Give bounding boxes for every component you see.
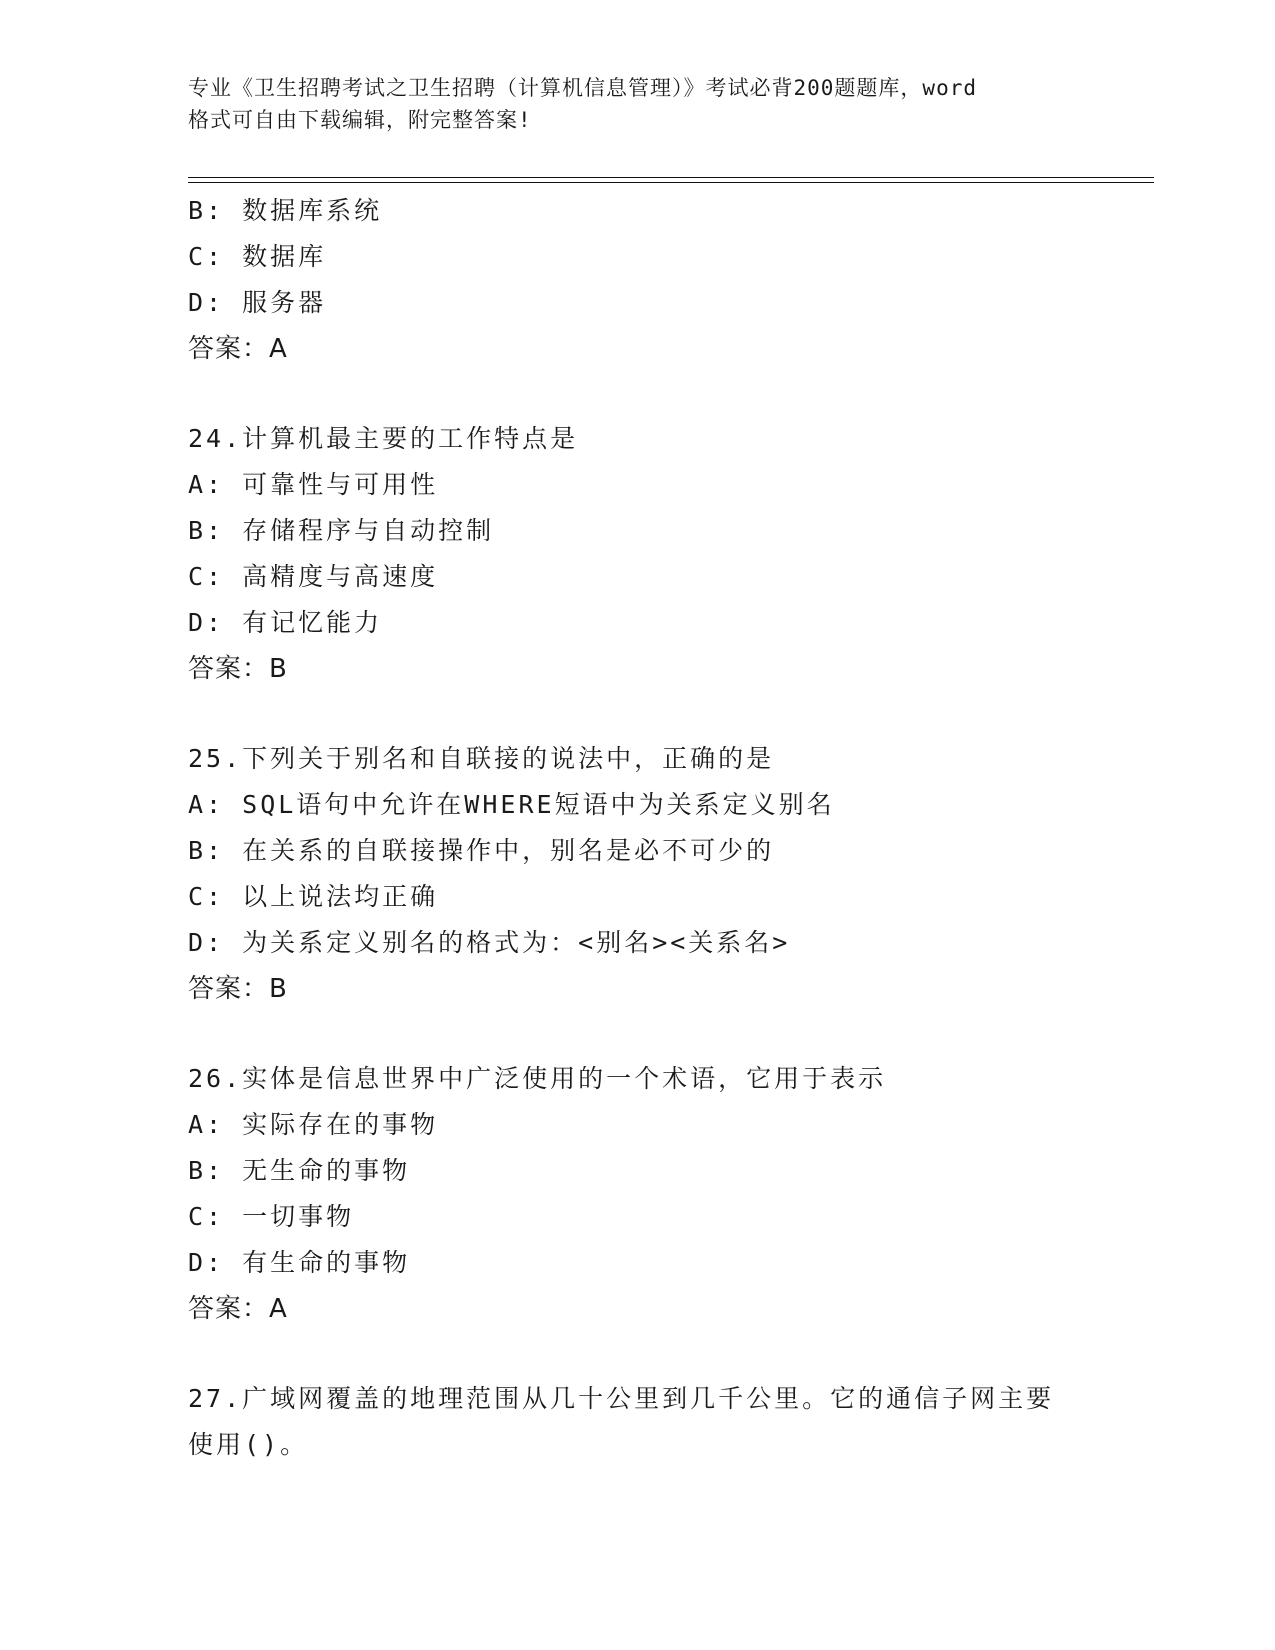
document-body bbox=[188, 188, 1148, 1468]
option-a: A: 实际存在的事物 bbox=[188, 1110, 439, 1139]
option-b: B: 存储程序与自动控制 bbox=[188, 516, 495, 545]
header-line-1: 专业《卫生招聘考试之卫生招聘（计算机信息管理）》考试必背200题题库，word bbox=[188, 76, 977, 100]
option-c: C: 一切事物 bbox=[188, 1202, 355, 1231]
option-b: B: 无生命的事物 bbox=[188, 1156, 411, 1185]
header-divider-top bbox=[188, 177, 1154, 178]
question-23-partial bbox=[188, 188, 1148, 372]
option-a: A: SQL语句中允许在WHERE短语中为关系定义别名 bbox=[188, 790, 835, 819]
answer-line: 答案：A bbox=[188, 1294, 288, 1324]
option-d: D: 服务器 bbox=[188, 288, 327, 317]
question-24 bbox=[188, 416, 1148, 692]
header-divider-bottom bbox=[188, 182, 1154, 183]
answer-line: 答案：B bbox=[188, 654, 288, 684]
option-c: C: 高精度与高速度 bbox=[188, 562, 439, 591]
option-c: C: 数据库 bbox=[188, 242, 327, 271]
header-line-2: 格式可自由下载编辑，附完整答案! bbox=[188, 108, 532, 132]
question-stem-line-1: 27.广域网覆盖的地理范围从几十公里到几千公里。它的通信子网主要 bbox=[188, 1384, 1055, 1413]
question-25 bbox=[188, 736, 1148, 1012]
question-27 bbox=[188, 1376, 1148, 1468]
option-d: D: 为关系定义别名的格式为：<别名><关系名> bbox=[188, 928, 791, 957]
question-stem: 26.实体是信息世界中广泛使用的一个术语，它用于表示 bbox=[188, 1064, 887, 1093]
option-b: B: 数据库系统 bbox=[188, 196, 383, 225]
question-stem: 25.下列关于别名和自联接的说法中，正确的是 bbox=[188, 744, 775, 773]
answer-line: 答案：A bbox=[188, 334, 288, 364]
answer-line: 答案：B bbox=[188, 974, 288, 1004]
option-b: B: 在关系的自联接操作中，别名是必不可少的 bbox=[188, 836, 775, 865]
option-d: D: 有生命的事物 bbox=[188, 1248, 411, 1277]
question-stem-line-2: 使用()。 bbox=[188, 1430, 309, 1459]
option-c: C: 以上说法均正确 bbox=[188, 882, 439, 911]
option-a: A: 可靠性与可用性 bbox=[188, 470, 439, 499]
document-header bbox=[188, 72, 1088, 136]
question-stem: 24.计算机最主要的工作特点是 bbox=[188, 424, 579, 453]
option-d: D: 有记忆能力 bbox=[188, 608, 383, 637]
question-26 bbox=[188, 1056, 1148, 1332]
